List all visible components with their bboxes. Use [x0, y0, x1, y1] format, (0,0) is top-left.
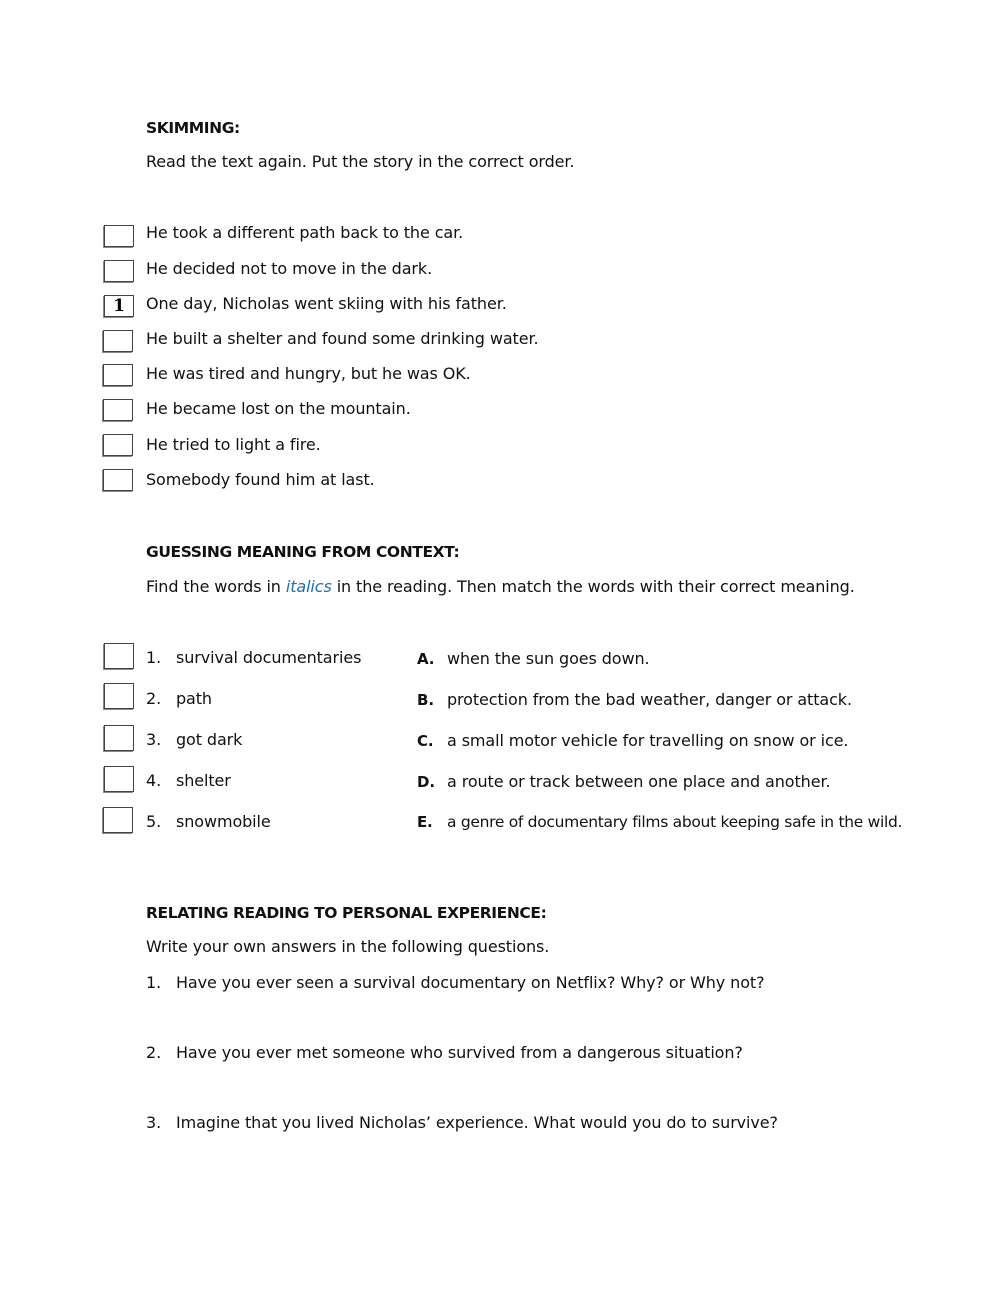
story-sentence: He tried to light a fire.	[146, 435, 321, 454]
word-number: 5.	[146, 812, 162, 831]
word-number: 1.	[146, 648, 162, 667]
word-text: shelter	[176, 771, 231, 790]
meaning-text: protection from the bad weather, danger or attack.	[447, 690, 852, 709]
italics-word: italics	[285, 577, 332, 596]
meaning-text: a genre of documentary films about keeping safe in the wild.	[447, 813, 903, 831]
word-text: snowmobile	[176, 812, 271, 831]
order-box-6[interactable]	[103, 399, 133, 421]
relating-instruction: Write your own answers in the following questions.	[146, 937, 550, 956]
word-text: path	[176, 689, 212, 708]
word-number: 2.	[146, 689, 162, 708]
meaning-letter: A.	[417, 650, 435, 668]
match-box-2[interactable]	[104, 683, 134, 709]
meaning-option	[417, 649, 650, 668]
order-box-4[interactable]	[103, 330, 133, 352]
meaning-option	[417, 731, 848, 750]
story-sentence: One day, Nicholas went skiing with his father.	[146, 294, 507, 313]
guessing-heading: GUESSING MEANING FROM CONTEXT:	[146, 543, 460, 561]
story-sentence: He built a shelter and found some drinking water.	[146, 329, 539, 348]
vocab-word	[146, 771, 231, 790]
question-text: Imagine that you lived Nicholas’ experience. What would you do to survive?	[176, 1113, 778, 1132]
question-number: 1.	[146, 973, 162, 992]
order-box-2[interactable]	[104, 260, 134, 282]
relating-heading: RELATING READING TO PERSONAL EXPERIENCE:	[146, 904, 547, 922]
meaning-letter: D.	[417, 773, 435, 791]
question	[146, 973, 764, 992]
order-box-7[interactable]	[103, 434, 133, 456]
order-box-3[interactable]: 1	[104, 295, 134, 317]
skimming-instruction: Read the text again. Put the story in the correct order.	[146, 152, 575, 171]
question-text: Have you ever met someone who survived from a dangerous situation?	[176, 1043, 743, 1062]
meaning-letter: E.	[417, 813, 433, 831]
match-box-1[interactable]	[104, 643, 134, 669]
instruction-text: in the reading. Then match the words with their correct meaning.	[331, 577, 855, 596]
match-box-3[interactable]	[104, 725, 134, 751]
order-box-1[interactable]	[104, 225, 134, 247]
question	[146, 1043, 743, 1062]
vocab-word	[146, 812, 271, 831]
order-box-5[interactable]	[103, 364, 133, 386]
question-number: 2.	[146, 1043, 162, 1062]
story-sentence: He became lost on the mountain.	[146, 399, 411, 418]
story-sentence: He took a different path back to the car.	[146, 223, 464, 242]
question	[146, 1113, 778, 1132]
meaning-text: when the sun goes down.	[447, 649, 650, 668]
meaning-letter: C.	[417, 732, 434, 750]
meaning-text: a small motor vehicle for travelling on snow or ice.	[447, 731, 849, 750]
question-text: Have you ever seen a survival documentary on Netflix? Why? or Why not?	[176, 973, 765, 992]
vocab-word	[146, 648, 361, 667]
vocab-word	[146, 730, 242, 749]
order-box-8[interactable]	[103, 469, 133, 491]
skimming-heading: SKIMMING:	[146, 119, 240, 137]
story-sentence: He was tired and hungry, but he was OK.	[146, 364, 471, 383]
story-sentence: Somebody found him at last.	[146, 470, 375, 489]
match-box-5[interactable]	[103, 807, 133, 833]
question-number: 3.	[146, 1113, 162, 1132]
guessing-instruction	[146, 577, 855, 596]
word-text: survival documentaries	[176, 648, 362, 667]
meaning-option	[417, 813, 902, 831]
word-text: got dark	[176, 730, 243, 749]
match-box-4[interactable]	[104, 766, 134, 792]
instruction-text: Find the words in	[146, 577, 286, 596]
meaning-text: a route or track between one place and another.	[447, 772, 831, 791]
word-number: 3.	[146, 730, 162, 749]
story-sentence: He decided not to move in the dark.	[146, 259, 433, 278]
vocab-word	[146, 689, 212, 708]
meaning-letter: B.	[417, 691, 434, 709]
meaning-option	[417, 690, 852, 709]
meaning-option	[417, 772, 830, 791]
word-number: 4.	[146, 771, 162, 790]
